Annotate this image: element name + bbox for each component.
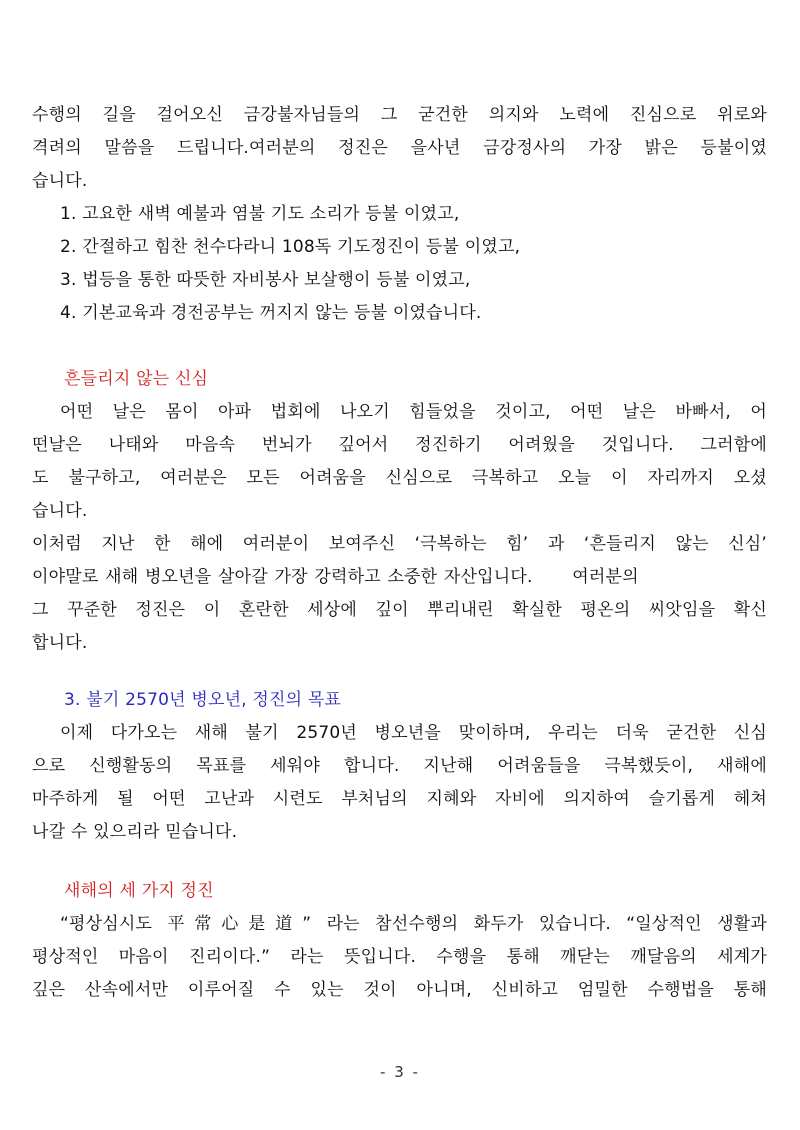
faith-paragraph1-line-2: 떤날은 나태와 마음속 번뇌가 깊어서 정진하기 어려웠을 것입니다. 그러함에 (32, 435, 767, 455)
section-heading-goal: 3. 불기 2570년 병오년, 정진의 목표 (64, 690, 342, 710)
lamp-list-item-3: 3. 법등을 통한 따뜻한 자비봉사 보살행이 등불 이였고, (60, 270, 471, 290)
faith-paragraph2-line-3: 그 꾸준한 정진은 이 혼란한 세상에 깊이 뿌리내린 확실한 평온의 씨앗임을 확신 (32, 600, 767, 620)
three-practices-line-3: 깊은 산속에서만 이루어질 수 있는 것이 아니며, 신비하고 엄밀한 수행법을 통해 (32, 980, 767, 1000)
page-number: - 3 - (380, 1063, 420, 1081)
lamp-list-item-2: 2. 간절하고 힘찬 천수다라니 108독 기도정진이 등불 이였고, (60, 237, 521, 257)
faith-paragraph2-line-1: 이처럼 지난 한 해에 여러분이 보여주신 ‘극복하는 힘’ 과 ‘흔들리지 않는 신심’ (32, 534, 767, 554)
goal-paragraph-line-1: 이제 다가오는 새해 불기 2570년 병오년을 맞이하며, 우리는 더욱 굳건한 신심 (60, 723, 767, 743)
faith-paragraph2-line-2: 이야말로 새해 병오년을 살아갈 가장 강력하고 소중한 자산입니다. 여러분의 (32, 567, 639, 587)
three-practices-line-1: “평상심시도 平常心是道” 라는 참선수행의 화두가 있습니다. “일상적인 생활과 (60, 914, 767, 934)
lamp-list-item-1: 1. 고요한 새벽 예불과 염불 기도 소리가 등불 이였고, (60, 204, 460, 224)
lamp-list-item-4: 4. 기본교육과 경전공부는 꺼지지 않는 등불 이였습니다. (60, 303, 482, 323)
intro-line-2: 격려의 말씀을 드립니다.여러분의 정진은 을사년 금강정사의 가장 밝은 등불이였 (32, 138, 767, 158)
intro-line-1: 수행의 길을 걸어오신 금강불자님들의 그 굳건한 의지와 노력에 진심으로 위로와 (32, 105, 767, 125)
faith-paragraph1-line-4: 습니다. (32, 501, 88, 521)
goal-paragraph-line-2: 으로 신행활동의 목표를 세워야 합니다. 지난해 어려움들을 극복했듯이, 새해에 (32, 756, 767, 776)
three-practices-line-2: 평상적인 마음이 진리이다.” 라는 뜻입니다. 수행을 통해 깨닫는 깨달음의 세계가 (32, 947, 767, 967)
faith-paragraph1-line-1: 어떤 날은 몸이 아파 법회에 나오기 힘들었을 것이고, 어떤 날은 바빠서, 어 (60, 402, 767, 422)
goal-paragraph-line-4: 나갈 수 있으리라 믿습니다. (32, 822, 238, 842)
section-heading-faith: 흔들리지 않는 신심 (64, 369, 209, 389)
faith-paragraph1-line-3: 도 불구하고, 여러분은 모든 어려움을 신심으로 극복하고 오늘 이 자리까지 오셨 (32, 468, 767, 488)
goal-paragraph-line-3: 마주하게 될 어떤 고난과 시련도 부처님의 지혜와 자비에 의지하여 슬기롭게 헤쳐 (32, 789, 767, 809)
faith-paragraph2-line-4: 합니다. (32, 633, 88, 653)
intro-line-3: 습니다. (32, 171, 88, 191)
section-heading-three-practices: 새해의 세 가지 정진 (64, 881, 214, 901)
